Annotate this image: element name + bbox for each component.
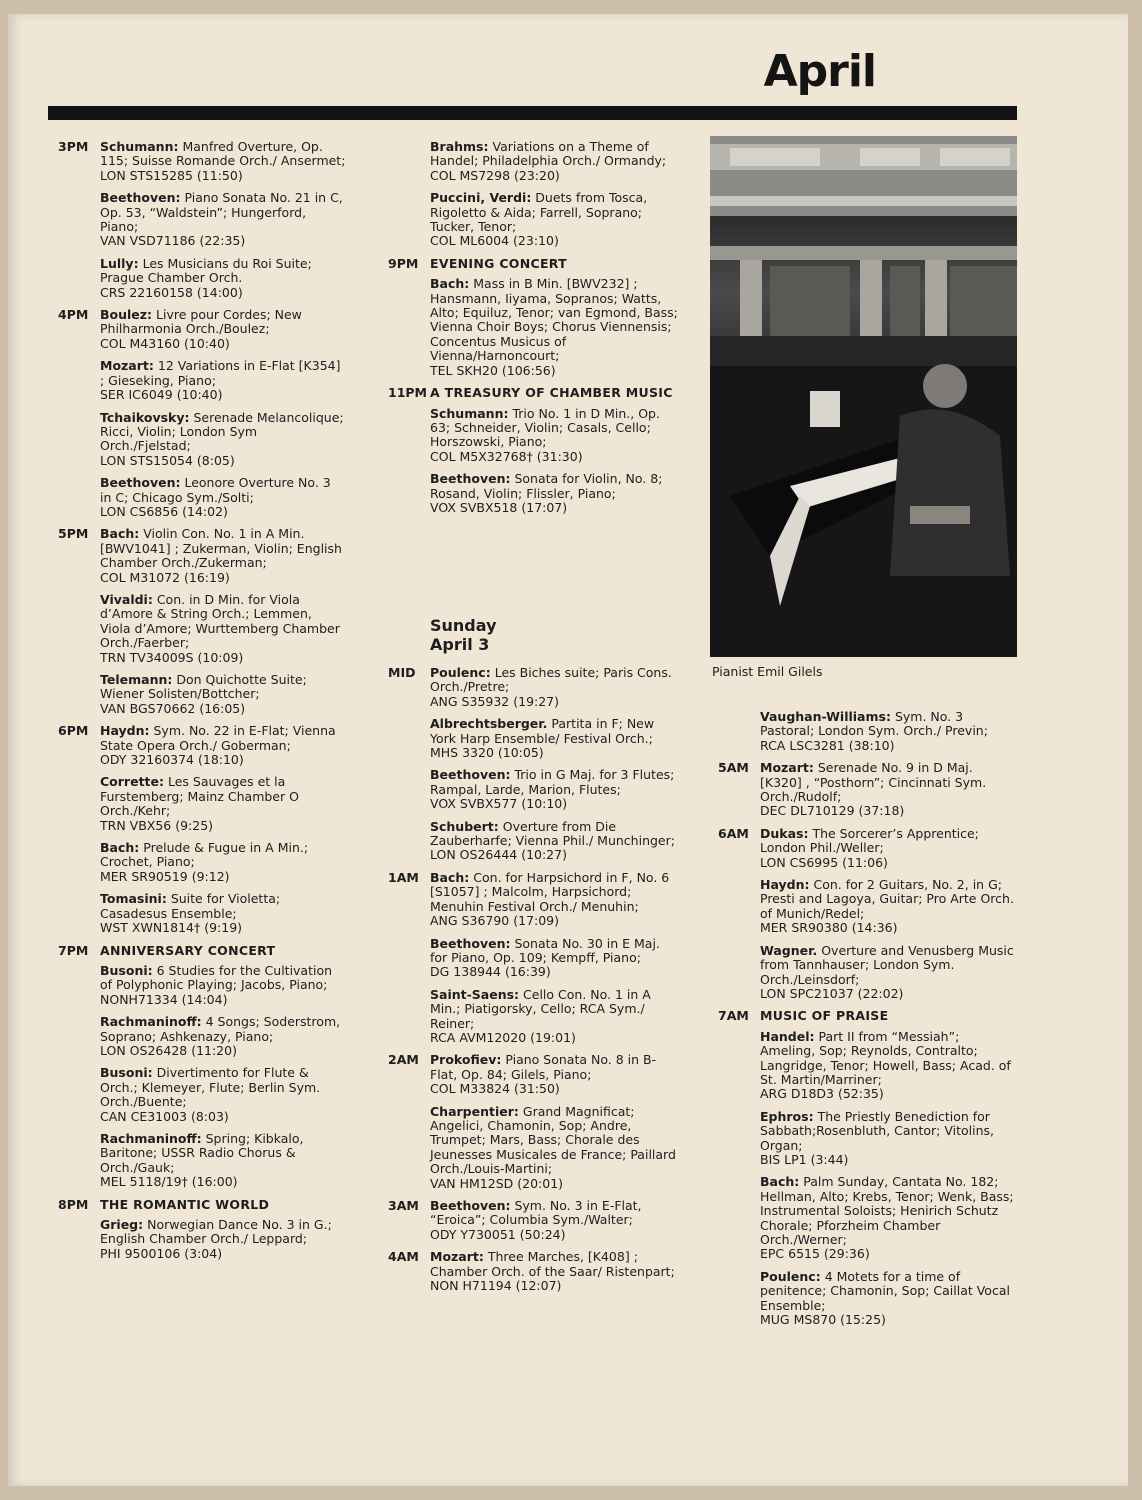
composer-name: Saint-Saens: <box>430 986 520 1002</box>
time-slot <box>388 1199 678 1242</box>
work-details: Les Musicians du Roi Suite; Prague Chamber Orch. <box>100 255 312 286</box>
record-number: NONH71334 (14:04) <box>100 991 228 1007</box>
composer-name: Boulez: <box>100 307 153 323</box>
time-slot <box>388 871 678 1045</box>
program-header: EVENING CONCERT <box>430 255 568 271</box>
program-entry <box>100 411 346 469</box>
program-entry <box>100 1218 346 1261</box>
program-entry <box>100 257 346 300</box>
sunday-schedule <box>388 666 678 1293</box>
work-details: Suite for Violetta; Casadesus Ensemble; <box>100 891 281 921</box>
record-number: COL MS7298 (23:20) <box>430 167 560 183</box>
composer-name: Schumann: <box>100 139 179 154</box>
program-entry <box>430 140 678 183</box>
record-number: ODY 32160374 (18:10) <box>100 752 244 768</box>
program-entry <box>430 472 678 515</box>
composer-name: Poulenc: <box>760 1268 821 1284</box>
composer-name: Tomasini: <box>100 891 167 907</box>
composer-name: Charpentier: <box>430 1103 519 1119</box>
column-2 <box>388 140 678 523</box>
composer-name: Beethoven: <box>100 475 181 491</box>
record-number: ARG D18D3 (52:35) <box>760 1086 884 1102</box>
record-number: NON H71194 (12:07) <box>430 1278 562 1294</box>
record-number: MHS 3320 (10:05) <box>430 745 544 761</box>
composer-name: Beethoven: <box>430 935 511 951</box>
composer-name: Beethoven: <box>430 471 511 487</box>
magazine-page <box>8 14 1128 1486</box>
time-slot <box>718 710 1018 753</box>
concert-hall-image <box>710 136 1017 657</box>
work-details: 4 Songs; Soderstrom, Soprano; Ashkenazy, Piano; <box>100 1014 341 1044</box>
work-details: Three Marches, [K408] ; Chamber Orch. of the Saar/ Ristenpart; <box>430 1249 675 1279</box>
record-number: TRN VBX56 (9:25) <box>100 817 214 833</box>
record-number: BIS LP1 (3:44) <box>760 1151 849 1167</box>
composer-name: Brahms: <box>430 139 489 154</box>
program-header: THE ROMANTIC WORLD <box>100 1196 270 1212</box>
program-entry <box>100 673 346 716</box>
record-number: VAN HM12SD (20:01) <box>430 1175 564 1191</box>
program-entry <box>430 717 678 760</box>
composer-name: Bach: <box>430 869 470 885</box>
record-number: COL M33824 (31:50) <box>430 1081 560 1097</box>
composer-name: Schumann: <box>430 405 509 421</box>
work-details: Duets from Tosca, Rigoletto & Aida; Farrell, Soprano; Tucker, Tenor; <box>430 190 648 235</box>
composer-name: Vaughan-Williams: <box>760 709 891 724</box>
page-title: April <box>763 46 876 97</box>
composer-name: Bach: <box>100 840 140 856</box>
work-details: Overture from Die Zauberharfe; Vienna Phil./ Munchinger; <box>430 818 675 849</box>
composer-name: Wagner. <box>760 942 818 958</box>
time-label: 5PM <box>58 526 89 542</box>
composer-name: Ephros: <box>760 1108 814 1124</box>
program-entry <box>430 1199 678 1242</box>
time-slot <box>388 386 678 515</box>
work-details: The Sorcerer’s Apprentice; London Phil./Weller; <box>760 825 979 856</box>
record-number: MER SR90380 (14:36) <box>760 920 898 936</box>
column-3 <box>718 710 1018 1335</box>
program-entry <box>430 871 678 929</box>
work-details: Part II from “Messiah”; Ameling, Sop; Reynolds, Contralto; Langridge, Tenor; Howell, Bass; Acad. of St. Martin/Marriner; <box>760 1028 1011 1087</box>
work-details: Prelude & Fugue in A Min.; Crochet, Piano; <box>100 840 309 870</box>
time-label: 11PM <box>388 385 427 401</box>
program-entry <box>100 359 346 402</box>
work-details: Les Sauvages et la Furstemberg; Mainz Chamber O Orch./Kehr; <box>100 774 299 819</box>
column-2-sunday <box>388 616 678 1301</box>
program-entry <box>100 1015 346 1058</box>
program-entry <box>100 593 346 665</box>
program-header: MUSIC OF PRAISE <box>760 1008 889 1024</box>
program-entry <box>100 308 346 351</box>
program-entry <box>100 964 346 1007</box>
program-entry <box>100 191 346 249</box>
work-details: 6 Studies for the Cultivation of Polyphonic Playing; Jacobs, Piano; <box>100 962 333 993</box>
composer-name: Bach: <box>760 1174 800 1190</box>
time-label: 5AM <box>718 760 749 776</box>
composer-name: Beethoven: <box>100 190 181 206</box>
record-number: COL M43160 (10:40) <box>100 335 230 351</box>
program-entry <box>430 407 678 465</box>
composer-name: Haydn: <box>760 877 810 893</box>
work-details: Sym. No. 22 in E-Flat; Vienna State Opera Orch./ Goberman; <box>100 723 336 753</box>
record-number: MUG MS870 (15:25) <box>760 1312 886 1328</box>
time-label: 9PM <box>388 255 419 271</box>
record-number: COL M31072 (16:19) <box>100 569 230 585</box>
time-label: 1AM <box>388 869 419 885</box>
time-slot <box>388 1053 678 1191</box>
record-number: LON STS15054 (8:05) <box>100 452 235 468</box>
work-details: Serenade No. 9 in D Maj. [K320] , “Posthorn”; Cincinnati Sym. Orch./Rudolf; <box>760 760 987 805</box>
record-number: DG 138944 (16:39) <box>430 964 551 980</box>
composer-name: Busoni: <box>100 1065 153 1081</box>
program-entry <box>100 775 346 833</box>
work-details: Overture and Venusberg Music from Tannhauser; London Sym. Orch./Leinsdorf; <box>760 942 1014 987</box>
program-entry <box>430 1250 678 1293</box>
record-number: RCA AVM12020 (19:01) <box>430 1029 576 1045</box>
program-entry <box>430 820 678 863</box>
work-details: Partita in F; New York Harp Ensemble/ Festival Orch.; <box>430 716 655 746</box>
record-number: WST XWN1814† (9:19) <box>100 920 243 936</box>
program-entry <box>100 1066 346 1124</box>
composer-name: Beethoven: <box>430 767 511 783</box>
program-entry <box>430 988 678 1046</box>
photo-caption: Pianist Emil Gilels <box>712 664 823 679</box>
program-entry <box>100 1132 346 1190</box>
time-label: 4PM <box>58 307 89 323</box>
record-number: LON SPC21037 (22:02) <box>760 985 904 1001</box>
record-number: LON CS6856 (14:02) <box>100 503 228 519</box>
time-slot <box>388 1250 678 1293</box>
work-details: Les Biches suite; Paris Cons. Orch./Pretre; <box>430 665 672 695</box>
record-number: COL M5X32768† (31:30) <box>430 448 583 464</box>
composer-name: Rachmaninoff: <box>100 1130 202 1146</box>
work-details: Manfred Overture, Op. 115; Suisse Romande Orch./ Ansermet; <box>100 139 346 169</box>
program-entry <box>760 1030 1018 1102</box>
work-details: 4 Motets for a time of penitence; Chamonin, Sop; Caillat Vocal Ensemble; <box>760 1268 1010 1313</box>
work-details: Sym. No. 3 Pastoral; London Sym. Orch./ Previn; <box>760 709 988 739</box>
composer-name: Dukas: <box>760 825 809 841</box>
work-details: The Priestly Benediction for Sabbath;Rosenbluth, Cantor; Vitolins, Organ; <box>760 1108 994 1153</box>
composer-name: Beethoven: <box>430 1198 511 1213</box>
composer-name: Rachmaninoff: <box>100 1014 202 1030</box>
record-number: COL ML6004 (23:10) <box>430 233 559 249</box>
record-number: VOX SVBX577 (10:10) <box>430 796 568 812</box>
record-number: MEL 5118/19† (16:00) <box>100 1174 238 1190</box>
program-header: A TREASURY OF CHAMBER MUSIC <box>430 385 673 401</box>
composer-name: Busoni: <box>100 962 153 978</box>
composer-name: Puccini, Verdi: <box>430 190 532 206</box>
work-details: Sonata No. 30 in E Maj. for Piano, Op. 109; Kempff, Piano; <box>430 935 660 965</box>
program-entry <box>430 277 678 378</box>
composer-name: Prokofiev: <box>430 1052 502 1068</box>
time-slot <box>388 140 678 249</box>
composer-name: Mozart: <box>100 358 154 374</box>
time-slot <box>58 944 346 1190</box>
time-slot <box>58 140 346 300</box>
record-number: ANG S36790 (17:09) <box>430 913 560 929</box>
column-1 <box>58 140 346 1269</box>
pianist-photo <box>710 136 1017 657</box>
record-number: VAN BGS70662 (16:05) <box>100 700 246 716</box>
work-details: Con. for Harpsichord in F, No. 6 [S1057] ; Malcolm, Harpsichord; Menuhin Festival Orch./ Menuhin; <box>430 869 670 914</box>
record-number: LON OS26444 (10:27) <box>430 847 567 863</box>
record-number: CRS 22160158 (14:00) <box>100 284 243 300</box>
program-entry <box>100 476 346 519</box>
composer-name: Telemann: <box>100 672 173 687</box>
work-details: Piano Sonata No. 21 in C, Op. 53, “Waldstein”; Hungerford, Piano; <box>100 190 343 235</box>
program-entry <box>760 761 1018 819</box>
program-entry <box>100 140 346 183</box>
work-details: Sym. No. 3 in E-Flat, “Eroica”; Columbia Sym./Walter; <box>430 1198 642 1228</box>
header-rule <box>48 106 1017 120</box>
work-details: Livre pour Cordes; New Philharmonia Orch./Boulez; <box>100 307 302 337</box>
composer-name: Grieg: <box>100 1217 144 1232</box>
record-number: DEC DL710129 (37:18) <box>760 803 905 819</box>
program-entry <box>100 724 346 767</box>
record-number: ODY Y730051 (50:24) <box>430 1226 566 1242</box>
composer-name: Bach: <box>100 526 140 542</box>
work-details: Sonata for Violin, No. 8; Rosand, Violin; Flissler, Piano; <box>430 471 663 501</box>
composer-name: Bach: <box>430 276 470 292</box>
work-details: Trio in G Maj. for 3 Flutes; Rampal, Larde, Marion, Flutes; <box>430 767 675 797</box>
work-details: Spring; Kibkalo, Baritone; USSR Radio Chorus & Orch./Gauk; <box>100 1130 304 1175</box>
work-details: Don Quichotte Suite; Wiener Solisten/Bottcher; <box>100 672 307 702</box>
composer-name: Vivaldi: <box>100 591 153 607</box>
time-label: 6AM <box>718 825 749 841</box>
work-details: Trio No. 1 in D Min., Op. 63; Schneider, Violin; Casals, Cello; Horszowski, Piano; <box>430 405 660 450</box>
work-details: Divertimento for Flute & Orch.; Klemeyer, Flute; Berlin Sym. Orch./Buente; <box>100 1065 321 1110</box>
program-entry <box>430 191 678 249</box>
work-details: Variations on a Theme of Handel; Philadelphia Orch./ Ormandy; <box>430 139 667 169</box>
work-details: Grand Magnificat; Angelici, Chamonin, Sop; Andre, Trumpet; Mars, Bass; Chorale des Jeunesses Musicales de France; Paillard Orch./Louis-Martini; <box>430 1103 676 1177</box>
time-label: 7PM <box>58 942 89 958</box>
record-number: SER IC6049 (10:40) <box>100 387 223 403</box>
record-number: ANG S35932 (19:27) <box>430 693 560 709</box>
program-entry <box>100 841 346 884</box>
composer-name: Albrechtsberger. <box>430 716 548 732</box>
composer-name: Handel: <box>760 1028 815 1044</box>
time-slot <box>58 1198 346 1262</box>
time-label: 2AM <box>388 1052 419 1068</box>
composer-name: Tchaikovsky: <box>100 409 190 425</box>
work-details: Cello Con. No. 1 in A Min.; Piatigorsky, Cello; RCA Sym./ Reiner; <box>430 986 651 1031</box>
time-slot <box>388 666 678 863</box>
record-number: TEL SKH20 (106:56) <box>430 362 556 378</box>
program-entry <box>760 878 1018 936</box>
record-number: LON OS26428 (11:20) <box>100 1042 237 1058</box>
composer-name: Mozart: <box>430 1249 484 1265</box>
composer-name: Lully: <box>100 255 139 271</box>
program-entry <box>430 768 678 811</box>
composer-name: Mozart: <box>760 760 814 776</box>
time-slot <box>58 527 346 716</box>
time-label: 8PM <box>58 1196 89 1212</box>
time-slot <box>388 257 678 378</box>
record-number: PHI 9500106 (3:04) <box>100 1245 223 1261</box>
program-entry <box>760 710 1018 753</box>
work-details: Palm Sunday, Cantata No. 182; Hellman, Alto; Krebs, Tenor; Wenk, Bass; Instrumental Soloists; Henirich Schutz Chorale; Pforzheim Chamber Orch./Werner; <box>760 1174 1014 1247</box>
program-header: ANNIVERSARY CONCERT <box>100 942 276 958</box>
work-details: Norwegian Dance No. 3 in G.; English Chamber Orch./ Leppard; <box>100 1217 332 1247</box>
program-entry <box>430 1053 678 1096</box>
time-label: 3PM <box>58 139 89 154</box>
record-number: LON STS15285 (11:50) <box>100 167 243 183</box>
time-slot <box>718 1009 1018 1327</box>
work-details: Leonore Overture No. 3 in C; Chicago Sym./Solti; <box>100 475 331 505</box>
work-details: Con. for 2 Guitars, No. 2, in G; Presti and Lagoya, Guitar; Pro Arte Orch. of Munich/Redel; <box>760 877 1014 921</box>
program-entry <box>760 827 1018 870</box>
program-entry <box>760 944 1018 1002</box>
time-label: 3AM <box>388 1198 419 1213</box>
day-title: Sunday April 3 <box>430 616 497 654</box>
program-entry <box>430 937 678 980</box>
program-entry <box>100 527 346 585</box>
time-label: MID <box>388 665 416 680</box>
time-label: 6PM <box>58 723 89 739</box>
record-number: CAN CE31003 (8:03) <box>100 1108 229 1124</box>
program-entry <box>430 666 678 709</box>
composer-name: Corrette: <box>100 774 164 790</box>
time-label: 7AM <box>718 1008 749 1024</box>
composer-name: Poulenc: <box>430 665 491 680</box>
composer-name: Haydn: <box>100 723 150 739</box>
time-slot <box>58 724 346 935</box>
record-number: LON CS6995 (11:06) <box>760 854 888 870</box>
program-entry <box>100 892 346 935</box>
record-number: EPC 6515 (29:36) <box>760 1246 870 1262</box>
work-details: Piano Sonata No. 8 in B-Flat, Op. 84; Gilels, Piano; <box>430 1052 657 1082</box>
work-details: Violin Con. No. 1 in A Min. [BWV1041] ; Zukerman, Violin; English Chamber Orch./Zukerman; <box>100 526 342 571</box>
time-slot <box>718 761 1018 819</box>
time-slot <box>718 827 1018 1001</box>
program-entry <box>760 1270 1018 1328</box>
record-number: VOX SVBX518 (17:07) <box>430 499 568 515</box>
work-details: 12 Variations in E-Flat [K354] ; Gieseking, Piano; <box>100 358 341 388</box>
program-entry <box>760 1110 1018 1168</box>
record-number: TRN TV34009S (10:09) <box>100 649 244 665</box>
record-number: RCA LSC3281 (38:10) <box>760 737 895 753</box>
time-label: 4AM <box>388 1249 419 1265</box>
work-details: Con. in D Min. for Viola d’Amore & String Orch.; Lemmen, Viola d’Amore; Wurttemberg Chamber Orch./Faerber; <box>100 591 340 651</box>
work-details: Serenade Melancolique; Ricci, Violin; London Sym Orch./Fjelstad; <box>100 409 344 454</box>
time-slot <box>58 308 346 519</box>
record-number: MER SR90519 (9:12) <box>100 868 230 884</box>
program-entry <box>430 1105 678 1191</box>
composer-name: Schubert: <box>430 818 499 834</box>
program-entry <box>760 1175 1018 1261</box>
work-details: Mass in B Min. [BWV232] ; Hansmann, Iiyama, Sopranos; Watts, Alto; Equiluz, Tenor; van Egmond, Bass; Vienna Choir Boys; Chorus Viennensis; Concentus Musicus of Vienna/Harnoncourt; <box>430 276 678 364</box>
record-number: VAN VSD71186 (22:35) <box>100 233 246 249</box>
